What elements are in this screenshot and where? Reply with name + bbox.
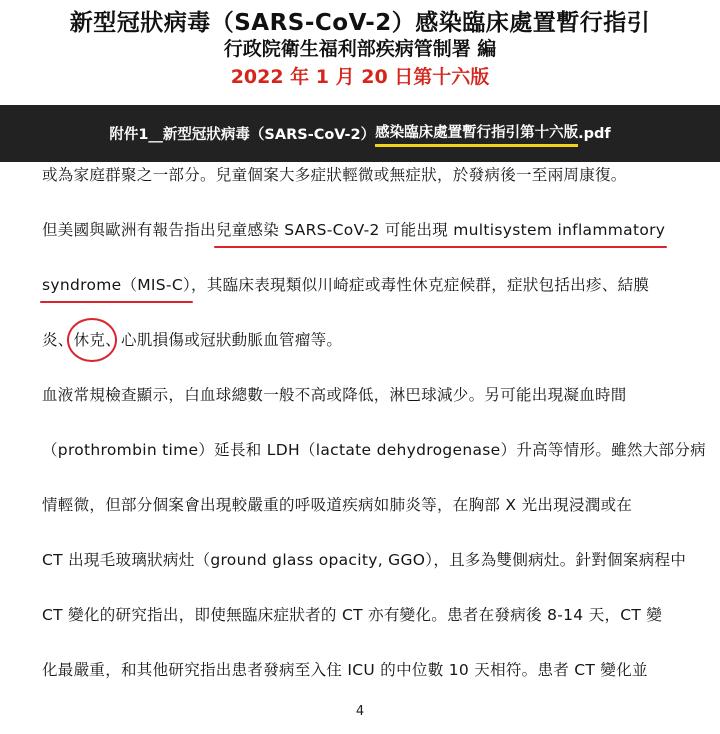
document-subtitle: 行政院衛生福利部疾病管制署 編 [223,38,497,60]
shock-word: 休克 [73,331,106,349]
body-line-2-text: 但美國與歐洲有報告指出 [42,221,216,239]
body-line-3 [42,273,649,295]
body-line-5: 血液常規檢查顯示，白血球總數一般不高或降低，淋巴球減少。另可能出現凝血時間 [42,386,627,404]
body-line-3-text: ，其臨床表現類似川崎症或毒性休克症候群，症狀包括出疹、結膜 [191,276,650,294]
document-title: 新型冠狀病毒（SARS-CoV-2）感染臨床處置暫行指引 [69,10,651,36]
body-line-4-text-c: 、心肌損傷或冠狀動脈血管瘤等。 [105,331,343,349]
file-name-highlight: 感染臨床處置暫行指引第十六版 [375,121,578,147]
body-line-4 [42,328,342,350]
body-line-1: 或為家庭群聚之一部分。兒童個案大多症狀輕微或無症狀，於發病後一至兩周康復。 [42,166,627,184]
body-line-10: 化最嚴重，和其他研究指出患者發病至入住 ICU 的中位數 10 天相符。患者 CT 變化並 [42,661,648,679]
underlined-mis-c-text: 兒童感染 SARS-CoV-2 可能出現 multisystem inflammatory [215,221,666,239]
body-line-4-text-a: 炎、 [42,331,74,349]
file-name-prefix: 附件1__新型冠狀病毒（SARS-CoV-2） [109,127,376,143]
body-line-9: CT 變化的研究指出，即使無臨床症狀者的 CT 亦有變化。患者在發病後 8-14 天，CT 變 [42,606,663,624]
underlined-syndrome-text: syndrome（MIS-C） [42,276,192,294]
body-line-7: 情輕微，但部分個案會出現較嚴重的呼吸道疾病如肺炎等，在胸部 X 光出現浸潤或在 [42,496,633,514]
document-edition: 2022 年 1 月 20 日第十六版 [230,66,490,88]
page-number: 4 [355,704,365,719]
body-line-2 [42,218,665,240]
circled-shock-word [74,328,106,350]
file-name-banner [0,105,720,162]
file-name-suffix: .pdf [578,125,611,142]
red-circle-annotation [67,318,117,362]
body-line-6: （prothrombin time）延長和 LDH（lactate dehydrogenase）升高等情形。雖然大部分病 [42,441,706,459]
body-line-8: CT 出現毛玻璃狀病灶（ground glass opacity, GGO），且多為雙側病灶。針對個案病程中 [42,551,687,569]
